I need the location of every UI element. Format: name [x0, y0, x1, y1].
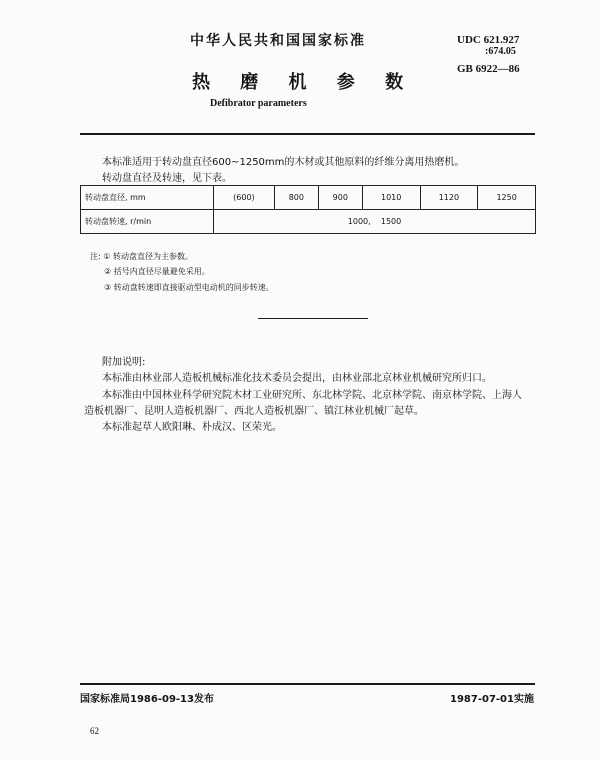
top-rule [80, 133, 535, 135]
document-title-english: Defibrator parameters [210, 98, 307, 109]
appendix-paragraph-2-continued: 造板机器厂、昆明人造板机器厂、西北人造板机器厂、镇江林业机械厂起草。 [84, 406, 424, 417]
diameter-cell: 800 [274, 186, 318, 210]
diameter-cell: 1010 [362, 186, 420, 210]
page-number: 62 [90, 726, 99, 736]
standard-header-title: 中华人民共和国国家标准 [190, 33, 366, 49]
intro-line-2: 转动盘直径及转速，见下表。 [102, 173, 232, 184]
appendix-paragraph-3: 本标准起草人欧阳琳、朴成汉、区荣光。 [102, 422, 282, 433]
section-divider [258, 318, 368, 319]
footer-rule [80, 683, 535, 685]
udc-code: UDC 621.927 [457, 34, 520, 46]
speed-label: 转动盘转速, r/min [81, 210, 214, 234]
parameter-table [80, 185, 536, 234]
issue-date: 国家标准局1986-09-13发布 [80, 694, 214, 705]
note-1: 注: ① 转动盘直径为主参数。 [90, 252, 193, 261]
effective-date: 1987-07-01实施 [450, 694, 534, 705]
appendix-paragraph-2: 本标准由中国林业科学研究院木材工业研究所、东北林学院、北京林学院、南京林学院、上海人 [102, 390, 522, 401]
appendix-paragraph-1: 本标准由林业部人造板机械标准化技术委员会提出，由林业部北京林业机械研究所归口。 [102, 373, 492, 384]
intro-line-1: 本标准适用于转动盘直径600~1250mm的木材或其他原料的纤维分离用热磨机。 [102, 157, 465, 168]
udc-code-continuation: :674.05 [485, 46, 516, 57]
gb-standard-number: GB 6922—86 [457, 63, 520, 75]
appendix-heading: 附加说明: [102, 357, 146, 368]
note-3: ③ 转动盘转速即直接驱动型电动机的同步转速。 [104, 283, 274, 292]
document-title: 热 磨 机 参 数 [192, 72, 416, 93]
diameter-cell: 1250 [478, 186, 536, 210]
table-row [81, 186, 536, 210]
table-row [81, 210, 536, 234]
note-2: ② 括号内直径尽量避免采用。 [104, 267, 210, 276]
diameter-label: 转动盘直径, mm [81, 186, 214, 210]
diameter-cell: 1120 [420, 186, 478, 210]
speed-values: 1000, 1500 [214, 210, 536, 234]
diameter-cell: 900 [318, 186, 362, 210]
diameter-cell: (600) [214, 186, 275, 210]
